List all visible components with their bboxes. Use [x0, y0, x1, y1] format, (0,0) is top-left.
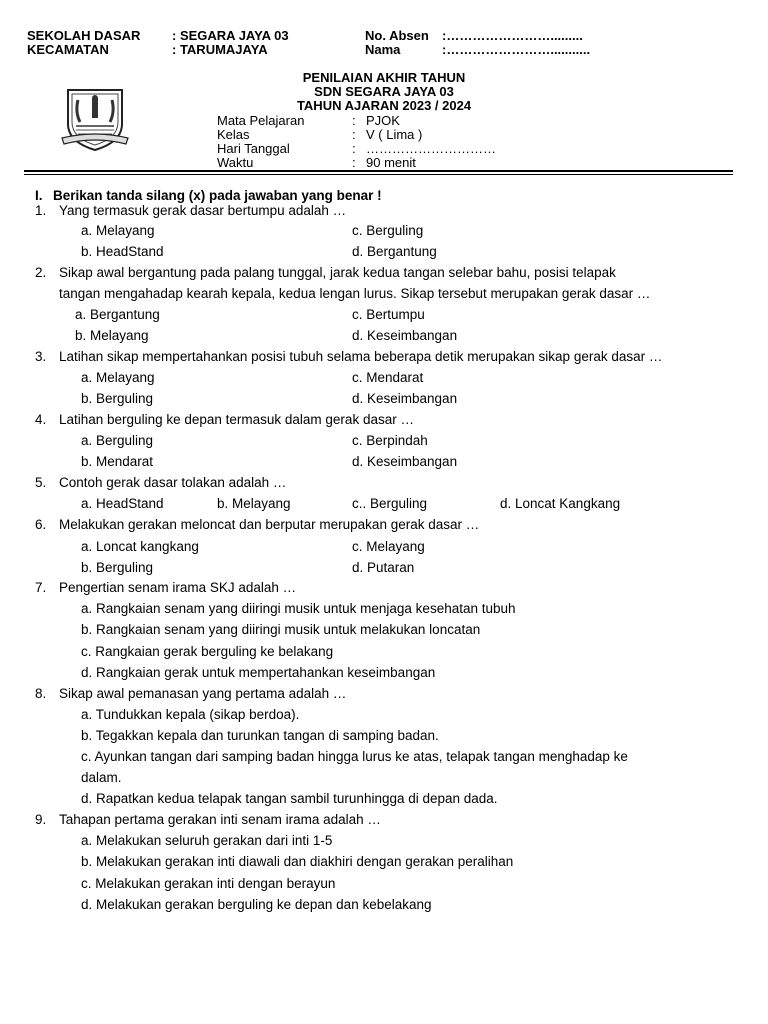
- info-value-time: 90 menit: [366, 155, 416, 170]
- option-b: b. Berguling: [81, 560, 154, 575]
- option-d: d. Melakukan gerakan berguling ke depan dan kebelakang: [81, 897, 432, 912]
- info-colon: :: [352, 155, 356, 170]
- option-b: b. Tegakkan kepala dan turunkan tangan di samping badan.: [81, 728, 439, 743]
- option-c: c. Bertumpu: [352, 307, 425, 322]
- info-label-date: Hari Tanggal: [217, 141, 290, 156]
- option-b: b. HeadStand: [81, 244, 164, 259]
- question-text: Melakukan gerakan meloncat dan berputar merupakan gerak dasar …: [59, 517, 480, 532]
- academic-year: TAHUN AJARAN 2023 / 2024: [296, 98, 472, 113]
- option-d: d. Rapatkan kedua telapak tangan sambil turunhingga di depan dada.: [81, 791, 498, 806]
- info-value-date: …………………………: [366, 141, 496, 156]
- school-title: SDN SEGARA JAYA 03: [314, 84, 454, 99]
- question-text: Sikap awal bergantung pada palang tunggal, jarak kedua tangan selebar bahu, posisi telapak: [59, 265, 616, 280]
- option-b: b. Berguling: [81, 391, 154, 406]
- header-divider-thin: [24, 174, 733, 175]
- exam-title: PENILAIAN AKHIR TAHUN: [302, 70, 466, 85]
- info-colon: :: [352, 127, 356, 142]
- info-label-subject: Mata Pelajaran: [217, 113, 305, 128]
- info-colon: :: [352, 141, 356, 156]
- option-a: a. Melayang: [81, 223, 155, 238]
- option-b: b. Melakukan gerakan inti diawali dan diakhiri dengan gerakan peralihan: [81, 854, 514, 869]
- question-text: Contoh gerak dasar tolakan adalah …: [59, 475, 287, 490]
- option-c: c. Rangkaian gerak berguling ke belakang: [81, 644, 334, 659]
- option-c: c. Melakukan gerakan inti dengan berayun: [81, 876, 336, 891]
- option-a: a. Loncat kangkang: [81, 539, 199, 554]
- option-b: b. Melayang: [217, 496, 291, 511]
- question-number: 1.: [35, 203, 47, 218]
- info-value-class: V ( Lima ): [366, 127, 423, 142]
- school-label: SEKOLAH DASAR: [27, 28, 141, 43]
- option-c: c. Berguling: [352, 223, 424, 238]
- question-number: 4.: [35, 412, 47, 427]
- option-d: d. Keseimbangan: [352, 391, 458, 406]
- question-number: 3.: [35, 349, 47, 364]
- school-value: : SEGARA JAYA 03: [172, 28, 289, 43]
- option-a: a. Melayang: [81, 370, 155, 385]
- name-label: Nama: [365, 42, 401, 57]
- option-c: c.. Berguling: [352, 496, 428, 511]
- option-d: d. Putaran: [352, 560, 415, 575]
- section-number: I.: [35, 188, 43, 203]
- option-d: d. Rangkaian gerak untuk mempertahankan keseimbangan: [81, 665, 436, 680]
- option-a: a. Berguling: [81, 433, 154, 448]
- absen-label: No. Absen: [365, 28, 429, 43]
- question-text: Tahapan pertama gerakan inti senam irama adalah …: [59, 812, 381, 827]
- option-b: b. Rangkaian senam yang diiringi musik untuk melakukan loncatan: [81, 622, 481, 637]
- option-d: d. Keseimbangan: [352, 328, 458, 343]
- option-c: c. Ayunkan tangan dari samping badan hingga lurus ke atas, telapak tangan menghadap ke: [81, 749, 628, 764]
- question-text: Latihan sikap mempertahankan posisi tubuh selama beberapa detik merupakan sikap gerak dasar …: [59, 349, 663, 364]
- info-colon: :: [352, 113, 356, 128]
- section-instruction: Berikan tanda silang (x) pada jawaban yang benar !: [53, 188, 382, 203]
- header-divider-thick: [24, 170, 733, 172]
- info-label-time: Waktu: [217, 155, 254, 170]
- question-text: Yang termasuk gerak dasar bertumpu adalah …: [59, 203, 347, 218]
- district-label: KECAMATAN: [27, 42, 109, 57]
- question-number: 5.: [35, 475, 47, 490]
- question-number: 7.: [35, 580, 47, 595]
- option-a: a. HeadStand: [81, 496, 164, 511]
- absen-value: :…………………….........: [442, 28, 583, 43]
- option-c: c. Berpindah: [352, 433, 428, 448]
- question-text: Sikap awal pemanasan yang pertama adalah …: [59, 686, 347, 701]
- option-b: b. Mendarat: [81, 454, 154, 469]
- option-c: c. Mendarat: [352, 370, 424, 385]
- option-a: a. Bergantung: [75, 307, 160, 322]
- option-b: b. Melayang: [75, 328, 149, 343]
- name-value: :……………………...........: [442, 42, 591, 57]
- question-number: 6.: [35, 517, 47, 532]
- option-a: a. Rangkaian senam yang diiringi musik untuk menjaga kesehatan tubuh: [81, 601, 516, 616]
- option-c-continued: dalam.: [81, 770, 122, 785]
- question-number: 9.: [35, 812, 47, 827]
- option-d: d. Keseimbangan: [352, 454, 458, 469]
- option-c: c. Melayang: [352, 539, 425, 554]
- option-d: d. Bergantung: [352, 244, 437, 259]
- option-d: d. Loncat Kangkang: [500, 496, 621, 511]
- option-a: a. Melakukan seluruh gerakan dari inti 1-5: [81, 833, 333, 848]
- question-text: Pengertian senam irama SKJ adalah …: [59, 580, 297, 595]
- question-text-continued: tangan mengahadap kearah kepala, kedua lengan lurus. Sikap tersebut merupakan gerak dasar …: [59, 286, 651, 301]
- question-text: Latihan berguling ke depan termasuk dalam gerak dasar …: [59, 412, 414, 427]
- question-number: 8.: [35, 686, 47, 701]
- option-a: a. Tundukkan kepala (sikap berdoa).: [81, 707, 300, 722]
- info-value-subject: PJOK: [366, 113, 400, 128]
- question-number: 2.: [35, 265, 47, 280]
- info-label-class: Kelas: [217, 127, 250, 142]
- district-value: : TARUMAJAYA: [172, 42, 268, 57]
